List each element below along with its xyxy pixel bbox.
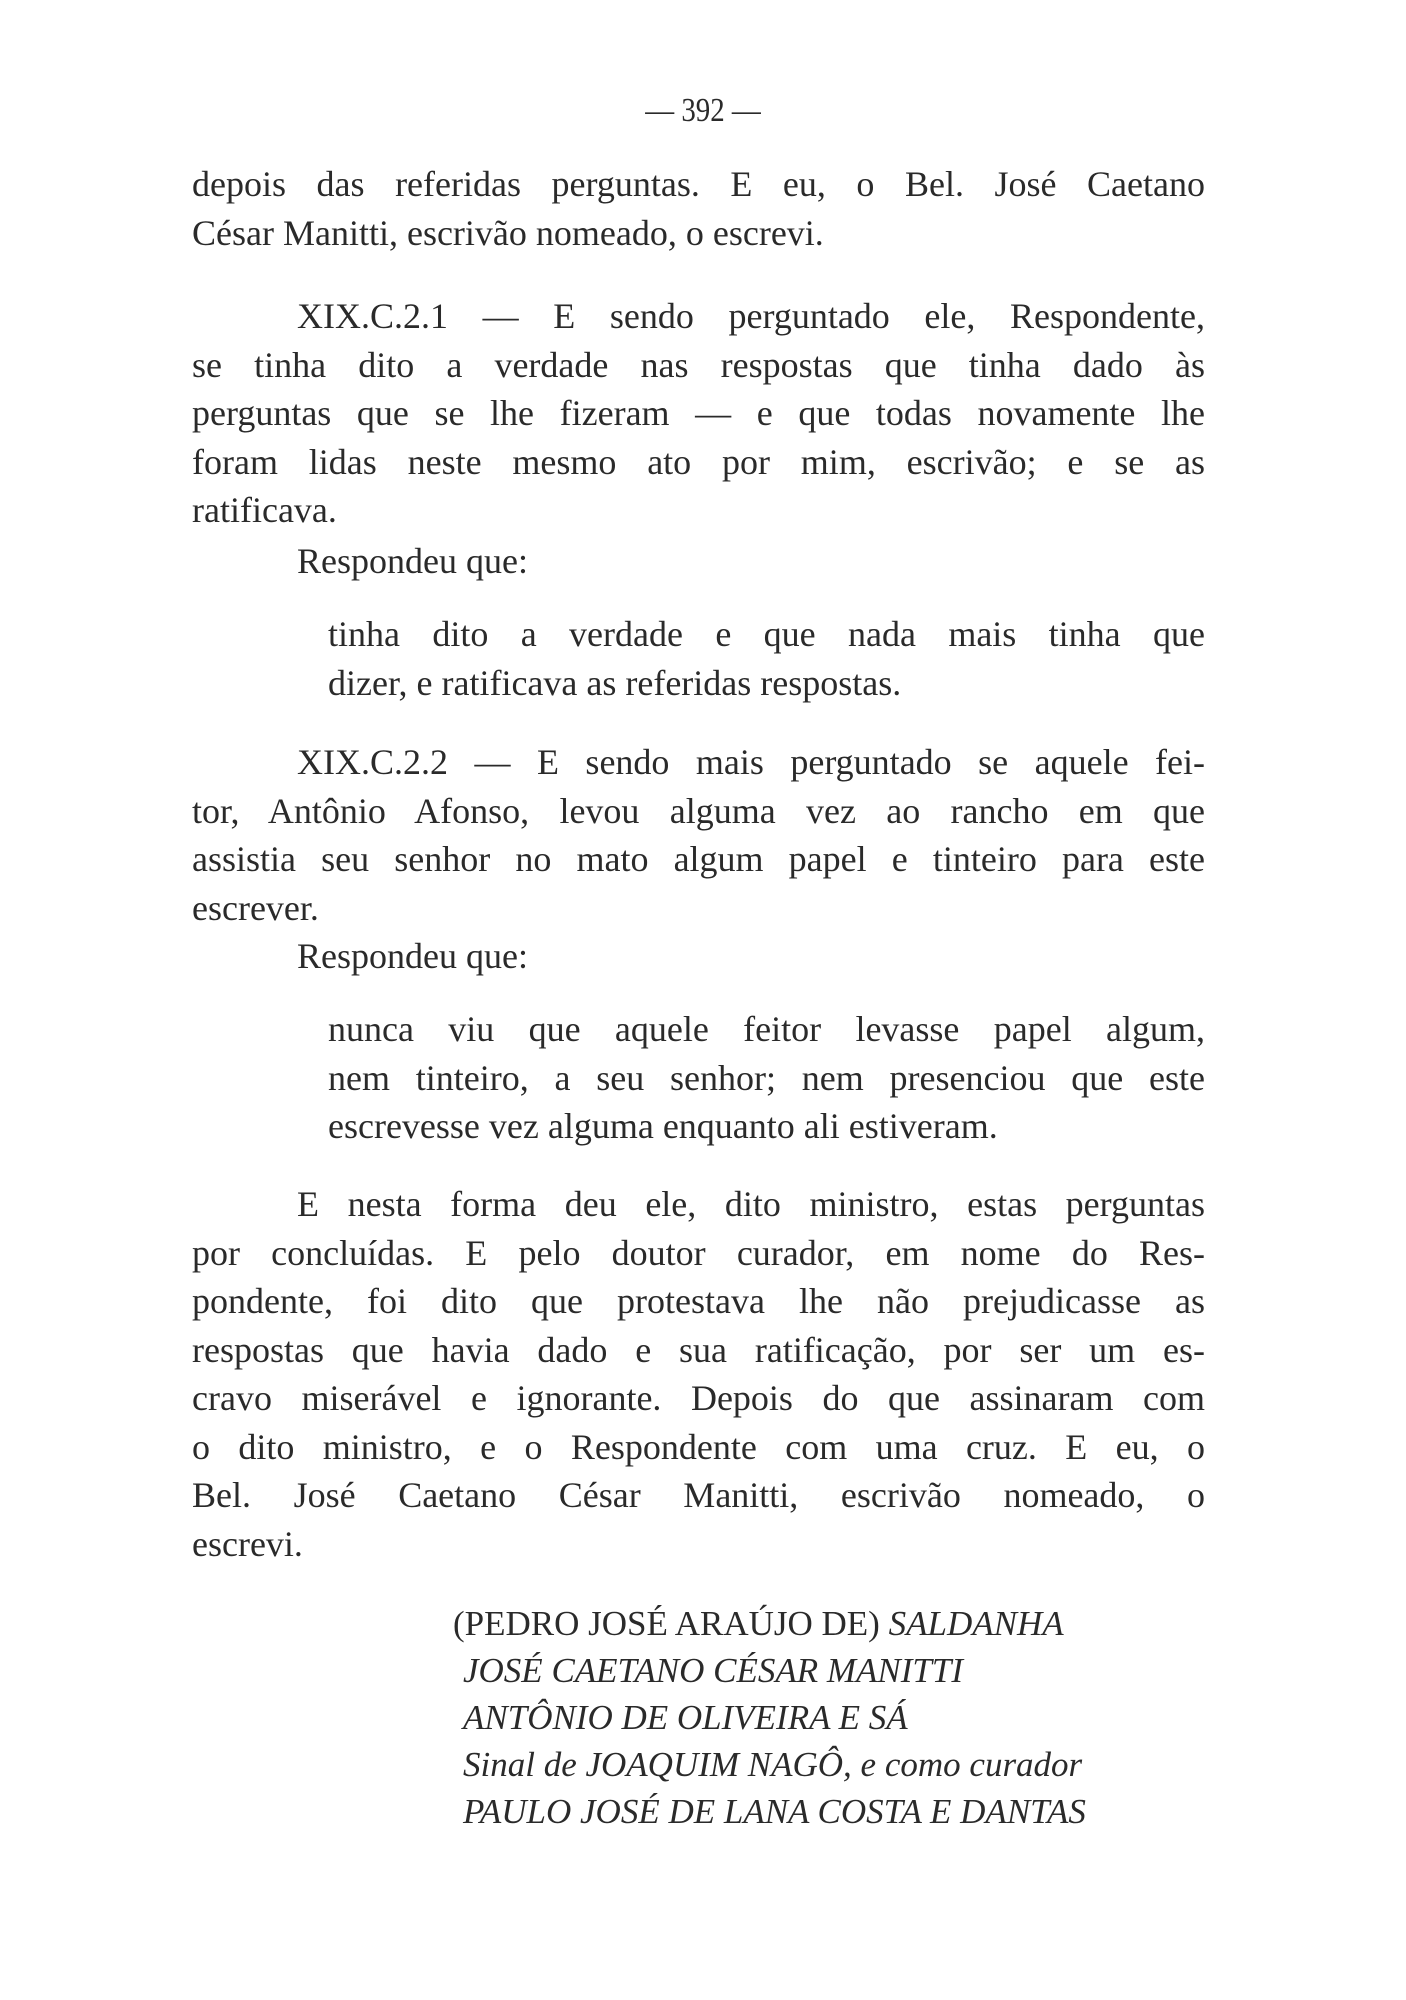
text-line: Bel. José Caetano César Manitti, escrivão nomeado, o	[192, 1475, 1205, 1515]
signature-joaquim-nago: Sinal de JOAQUIM NAGÔ, e como curador	[463, 1745, 1083, 1784]
text-line: respostas que havia dado e sua ratificação, por ser um es-	[192, 1329, 1205, 1370]
signature-italic-part: SALDANHA	[888, 1604, 1064, 1643]
response-label: Respondeu que:	[297, 541, 528, 581]
paragraph-closing	[192, 1180, 1205, 1568]
text-line: cravo miserável e ignorante. Depois do que assinaram com	[192, 1378, 1205, 1418]
text-line: perguntas que se lhe fizeram — e que todas novamente lhe	[192, 393, 1205, 433]
response-answer-2	[328, 1005, 1205, 1151]
question-heading-line: XIX.C.2.2 — E sendo mais perguntado se aquele fei-	[297, 742, 1205, 782]
text-line: o dito ministro, e o Respondente com uma cruz. E eu, o	[192, 1426, 1205, 1467]
signature-roman-part: (PEDRO JOSÉ ARAÚJO DE)	[453, 1604, 880, 1643]
text-line: pondente, foi dito que protestava lhe não prejudicasse as	[192, 1281, 1205, 1321]
question-XIX-C-2-1	[192, 292, 1205, 535]
signature-curador: PAULO JOSÉ DE LANA COSTA E DANTAS	[463, 1792, 1086, 1831]
page-number: — 392 —	[645, 92, 761, 129]
text-line: escrevi.	[192, 1523, 303, 1564]
text-line: escrevesse vez alguma enquanto ali estiveram.	[328, 1106, 998, 1146]
text-line: tor, Antônio Afonso, levou alguma vez ao rancho em que	[192, 790, 1205, 831]
response-label: Respondeu que:	[297, 936, 528, 976]
text-line: assistia seu senhor no mato algum papel e tinteiro para este	[192, 839, 1205, 879]
text-line: se tinha dito a verdade nas respostas que tinha dado às	[192, 344, 1205, 385]
text-line: nem tinteiro, a seu senhor; nem presenciou que este	[328, 1057, 1205, 1098]
text-line: nunca viu que aquele feitor levasse papel algum,	[328, 1009, 1205, 1049]
signature-manitti: JOSÉ CAETANO CÉSAR MANITTI	[463, 1651, 964, 1690]
response-answer-1	[328, 610, 1205, 707]
text-line: E nesta forma deu ele, dito ministro, estas perguntas	[297, 1184, 1205, 1224]
signature-saldanha	[453, 1600, 1086, 1647]
text-line: escrever.	[192, 887, 319, 928]
signature-oliveira: ANTÔNIO DE OLIVEIRA E SÁ	[463, 1698, 908, 1737]
question-heading-line: XIX.C.2.1 — E sendo perguntado ele, Respondente,	[297, 296, 1205, 336]
question-XIX-C-2-2	[192, 738, 1205, 932]
text-line: depois das referidas perguntas. E eu, o Bel. José Caetano	[192, 164, 1205, 204]
text-line: César Manitti, escrivão nomeado, o escrevi.	[192, 212, 824, 253]
text-line: por concluídas. E pelo doutor curador, em nome do Res-	[192, 1232, 1205, 1273]
text-line: tinha dito a verdade e que nada mais tinha que	[328, 614, 1205, 654]
paragraph-intro	[192, 160, 1205, 257]
text-line: dizer, e ratificava as referidas respostas.	[328, 662, 902, 703]
text-line: foram lidas neste mesmo ato por mim, escrivão; e se as	[192, 441, 1205, 482]
text-line: ratificava.	[192, 490, 337, 530]
signature-block	[453, 1600, 1086, 1835]
